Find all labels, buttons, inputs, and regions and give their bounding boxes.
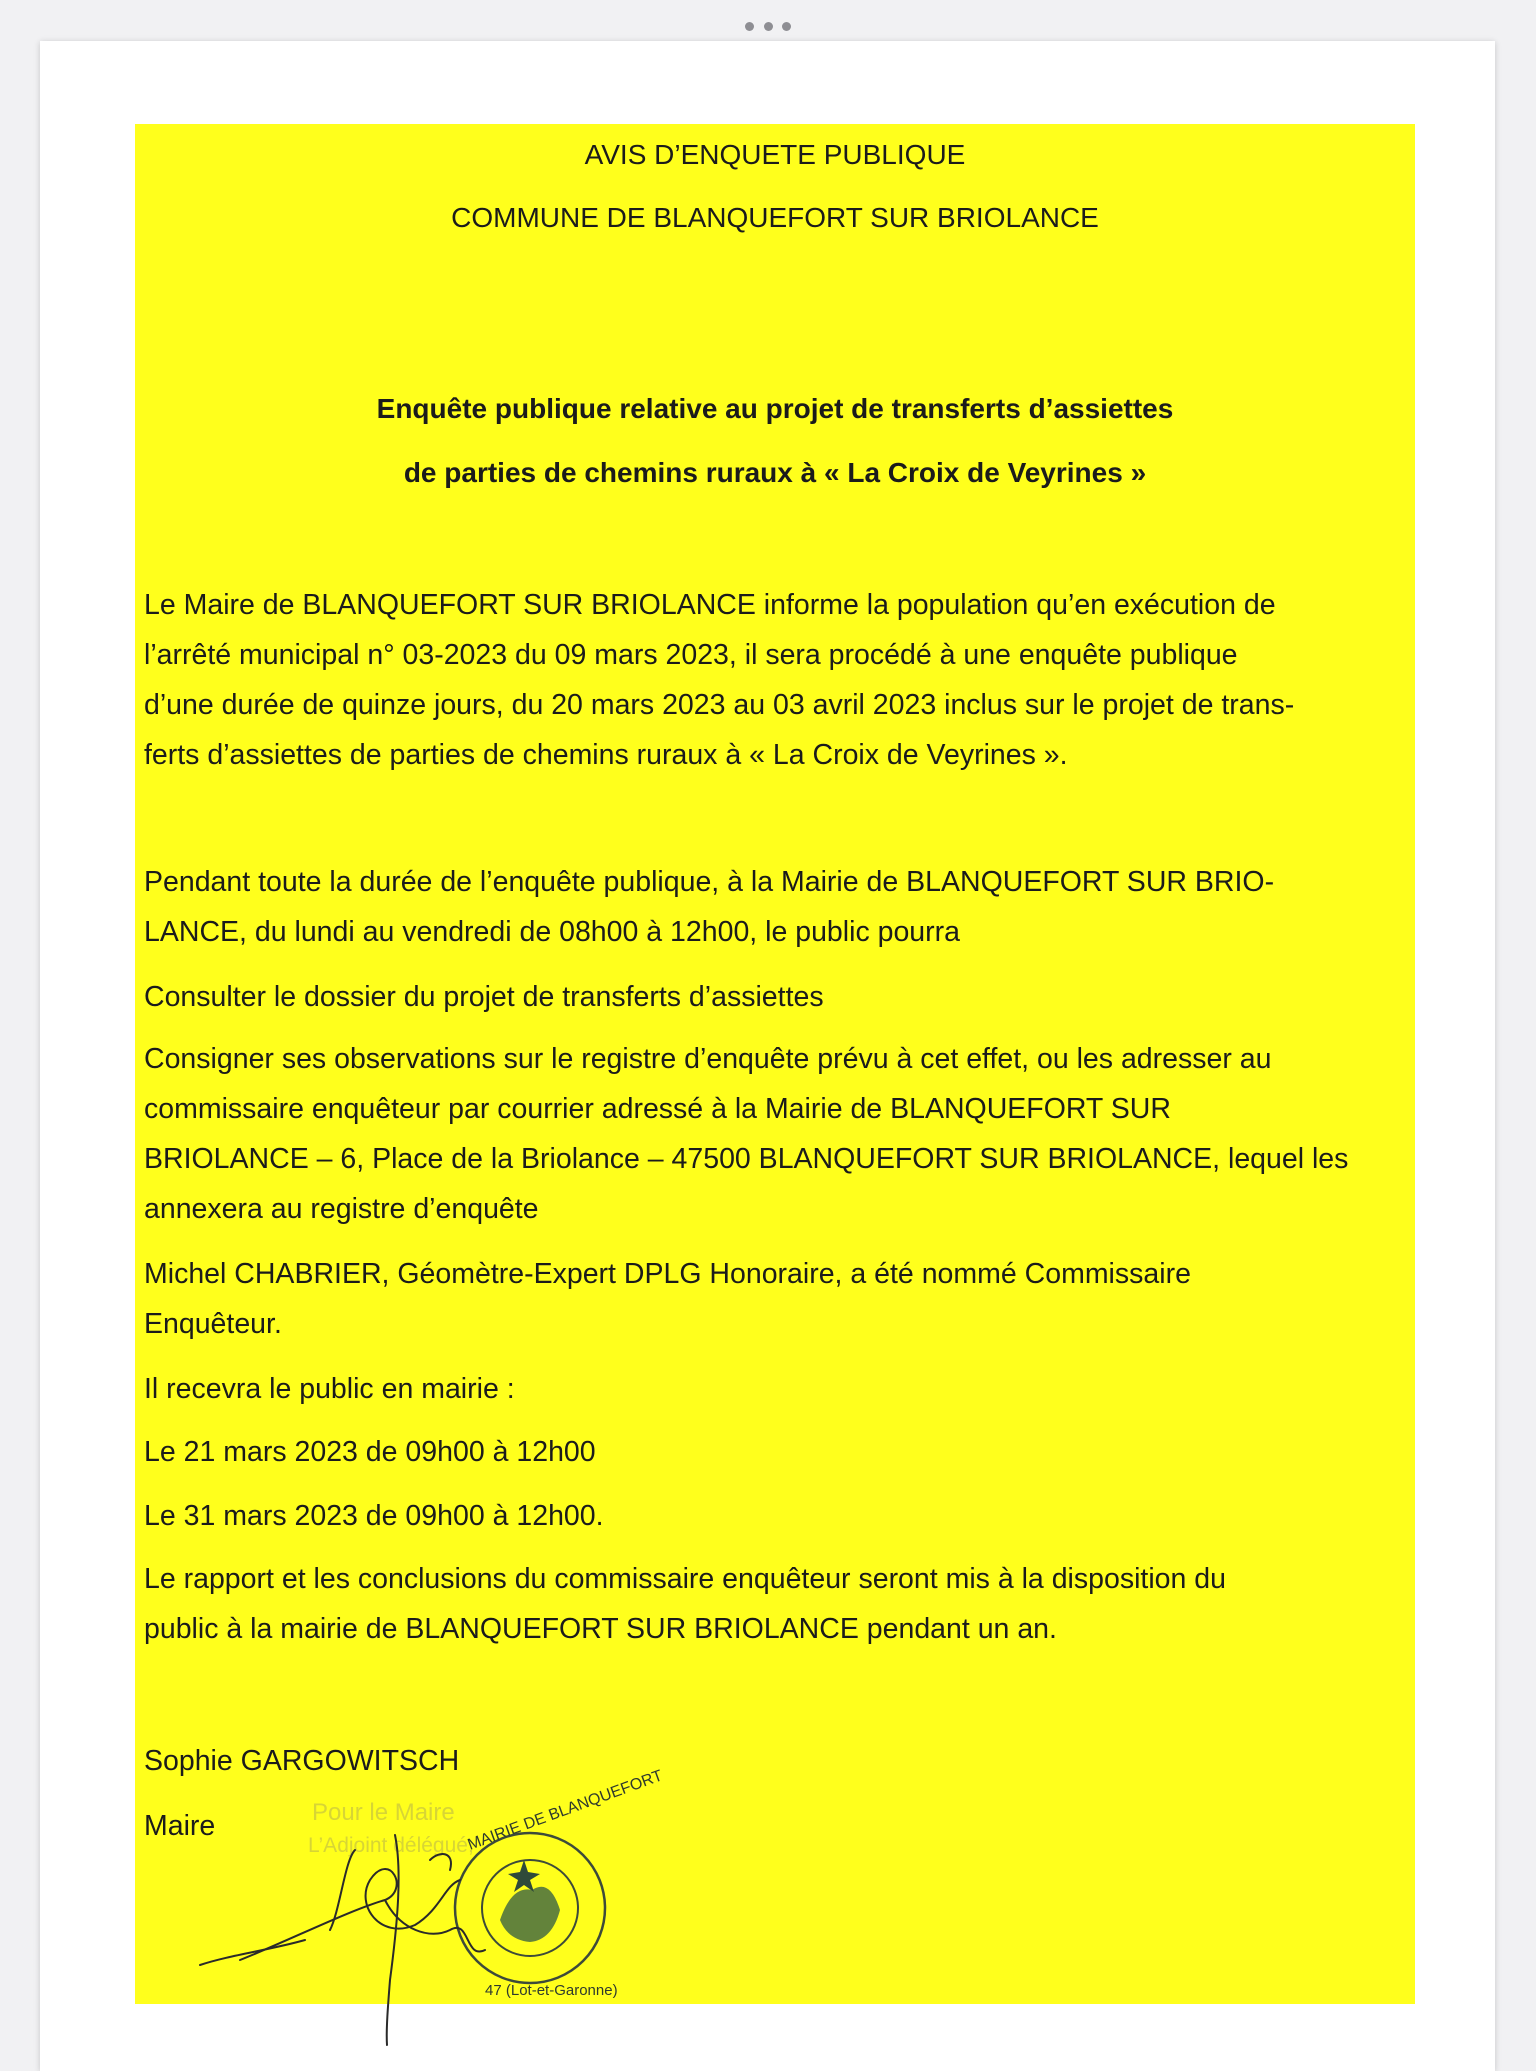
- paragraph-report: [144, 1554, 1403, 1654]
- paragraph-line: annexera au registre d’enquête: [144, 1193, 539, 1225]
- more-dots-icon: [782, 22, 791, 31]
- signature-and-seal: [140, 1767, 665, 2050]
- paragraph-line: l’arrêté municipal n° 03-2023 du 09 mars 2023, il sera procédé à une enquête publique: [144, 639, 1238, 671]
- signature-seal-graphic: [140, 1767, 665, 2050]
- paragraph-commissioner: [144, 1249, 1403, 1349]
- paragraph-line: public à la mairie de BLANQUEFORT SUR BRIOLANCE pendant un an.: [144, 1613, 1057, 1645]
- notice-title-line1: Enquête publique relative au projet de transferts d’assiettes: [376, 393, 1174, 424]
- svg-text:MAIRIE DE BLANQUEFORT: MAIRIE DE BLANQUEFORT: [465, 1767, 665, 1854]
- paragraph-line: BRIOLANCE – 6, Place de la Briolance – 47500 BLANQUEFORT SUR BRIOLANCE, lequel les: [144, 1143, 1349, 1175]
- paragraph-consultation-period: [144, 857, 1403, 957]
- paragraph-observations: [144, 1034, 1403, 1234]
- paragraph-line: Consigner ses observations sur le registre d’enquête prévu à cet effet, ou les adresser au: [144, 1043, 1272, 1075]
- faint-stamp-line2: L’Adjoint délégué,: [308, 1834, 474, 1857]
- public-notice: [135, 124, 1415, 2004]
- reception-date-1: Le 21 mars 2023 de 09h00 à 12h00: [144, 1436, 596, 1468]
- more-dots-icon: [764, 22, 773, 31]
- more-options-button[interactable]: [745, 19, 791, 33]
- faint-stamp-line1: Pour le Maire: [312, 1799, 455, 1826]
- paragraph-intro: [144, 580, 1403, 780]
- signer-name: Sophie GARGOWITSCH: [144, 1745, 460, 1777]
- notice-header-line2: COMMUNE DE BLANQUEFORT SUR BRIOLANCE: [451, 202, 1099, 233]
- paragraph-line: Enquêteur.: [144, 1308, 282, 1340]
- notice-header-line1: AVIS D’ENQUETE PUBLIQUE: [584, 139, 966, 170]
- handwritten-signature-icon: [200, 1835, 485, 2045]
- more-dots-icon: [745, 22, 754, 31]
- paragraph-line: Pendant toute la durée de l’enquête publique, à la Mairie de BLANQUEFORT SUR BRIO-: [144, 866, 1275, 898]
- paragraph-line: LANCE, du lundi au vendredi de 08h00 à 12h00, le public pourra: [144, 916, 960, 948]
- paragraph-line: commissaire enquêteur par courrier adressé à la Mairie de BLANQUEFORT SUR: [144, 1093, 1171, 1125]
- signer-role: Maire: [144, 1810, 216, 1842]
- paragraph-line: Michel CHABRIER, Géomètre-Expert DPLG Honoraire, a été nommé Commissaire: [144, 1258, 1191, 1290]
- municipal-seal-icon: [455, 1767, 665, 1999]
- paragraph-consult-dossier: Consulter le dossier du projet de transferts d’assiettes: [144, 981, 824, 1013]
- paragraph-line: Le rapport et les conclusions du commissaire enquêteur seront mis à la disposition du: [144, 1563, 1226, 1595]
- reception-date-2: Le 31 mars 2023 de 09h00 à 12h00.: [144, 1500, 604, 1532]
- seal-bottom-text: 47 (Lot-et-Garonne): [485, 1982, 618, 1999]
- notice-title-line2: de parties de chemins ruraux à « La Croix de Veyrines »: [403, 457, 1147, 488]
- paragraph-line: ferts d’assiettes de parties de chemins ruraux à « La Croix de Veyrines ».: [144, 739, 1068, 771]
- paragraph-line: d’une durée de quinze jours, du 20 mars 2023 au 03 avril 2023 inclus sur le projet de trans-: [144, 689, 1295, 721]
- paragraph-reception: Il recevra le public en mairie :: [144, 1373, 515, 1405]
- paragraph-line: Le Maire de BLANQUEFORT SUR BRIOLANCE informe la population qu’en exécution de: [144, 589, 1276, 621]
